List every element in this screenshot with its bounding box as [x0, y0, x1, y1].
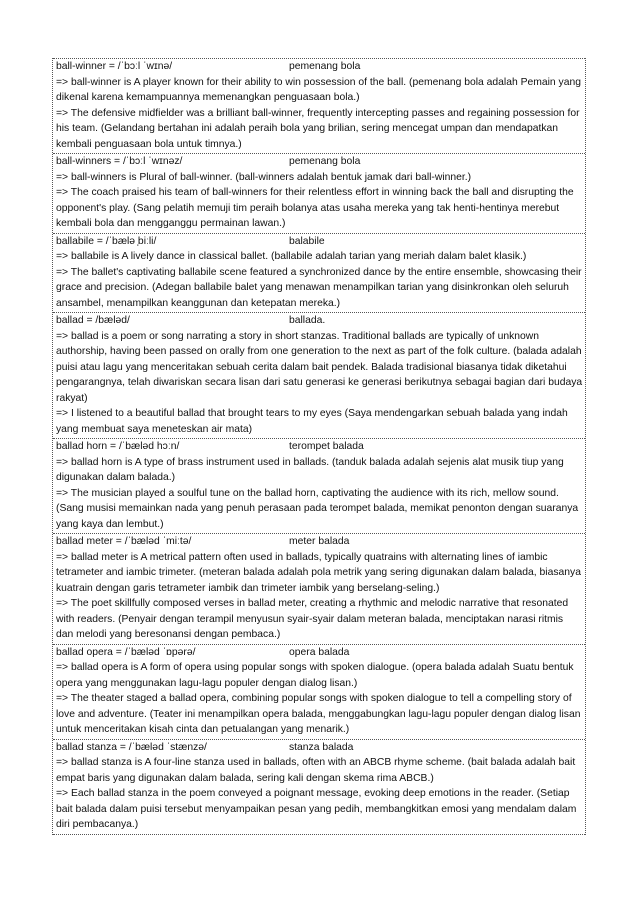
entry-translation: pemenang bola: [289, 61, 361, 72]
entry-headword-row: [56, 740, 583, 756]
entry-term: ballad meter = /ˈbæləd ˈmiːtə/: [56, 536, 192, 547]
entry-example-line: => I listened to a beautiful ballad that brought tears to my eyes (Saya mendengarkan sebuah balada yang indah yang membuat saya meneteskan air mata): [56, 408, 568, 435]
entry-example-line: => The ballet's captivating ballabile scene featured a synchronized dance by the entire ensemble, showcasing their grace and precision. (Adegan ballabile balet yang menawan menampilkan tarian yang disinkronkan oleh seluruh ansambel, menampilkan keanggunan dan ketepatan mereka.): [56, 266, 582, 309]
entry-term: ballad = /bæləd/: [56, 315, 130, 326]
entry-term: ball-winners = /ˈbɔːl ˈwɪnəz/: [56, 156, 183, 167]
entry-translation: ballada.: [289, 315, 326, 326]
entry-translation: meter balada: [289, 536, 350, 547]
entry-example-line: => ballad stanza is A four-line stanza used in ballads, often with an ABCB rhyme scheme. (bait balada adalah bait empat baris yang digunakan dalam balada, sering kali dengan skema rima ABCB.): [56, 757, 576, 784]
dictionary-entry: [53, 153, 585, 233]
dictionary-entry: [53, 739, 585, 835]
entry-example-line: => The coach praised his team of ball-winners for their relentless effort in winning back the ball and disrupting the opponent's play. (Sang pelatih memuji tim peraih bolanya atas usaha mereka yang tak henti-hentinya merebut kembali bola dan mengganggu permainan lawan.): [56, 187, 574, 229]
entry-example-line: => ball-winner is A player known for their ability to win possession of the ball. (pemenang bola adalah Pemain yang dikenal karena kemampuannya memenangkan penguasaan bola.): [56, 76, 581, 103]
entry-term: ballad opera = /ˈbæləd ˈɒpərə/: [56, 646, 196, 658]
entry-headword-row: [56, 645, 583, 661]
entry-example-line: => The defensive midfielder was a brilliant ball-winner, frequently intercepting passes and regaining possession for his team. (Gelandang bertahan ini adalah peraih bola yang brilian, sering mencegat umpan dan mendapatkan kembali penguasaan bola untuk timnya.): [56, 107, 580, 150]
entry-headword-row: [56, 439, 583, 455]
entry-example-line: => ball-winners is Plural of ball-winner. (ball-winners adalah bentuk jamak dari ball-winner.): [56, 171, 472, 183]
dictionary-entry: [53, 438, 585, 533]
entry-example-line: => ballad opera is A form of opera using popular songs with spoken dialogue. (opera balada adalah Suatu bentuk opera yang menggunakan lagu-lagu populer dengan dialog lisan.): [56, 662, 574, 689]
entry-example-line: => ballad meter is A metrical pattern often used in ballads, typically quatrains with alternating lines of iambic tetrameter and iambic trimeter. (meteran balada adalah pola metrik yang sering digunakan dalam balada, biasanya kuatrain dengan garis tetrameter iambik dan trimeter iambik yang berselang-seling.): [56, 551, 581, 594]
entry-example-line: => The poet skillfully composed verses in ballad meter, creating a rhythmic and melodic narrative that resonated with readers. (Penyair dengan terampil menyusun syair-syair dalam meteran balada, menciptakan narasi ritmis dan melodi yang beresonansi dengan pembaca.): [56, 598, 569, 640]
entry-translation: balabile: [289, 235, 325, 247]
dictionary-entry: [53, 312, 585, 438]
entry-translation: stanza balada: [289, 741, 354, 753]
dictionary-entry: [53, 644, 585, 739]
entry-term: ballabile = /ˈbælə ̩biːli/: [56, 235, 157, 247]
entry-example-line: => Each ballad stanza in the poem conveyed a poignant message, evoking deep emotions in the reader. (Setiap bait balada dalam puisi tersebut menyampaikan pesan yang pedih, membangkitkan emosi yang mendalam dalam diri pembacanya.): [56, 788, 577, 830]
entry-example-line: => The theater staged a ballad opera, combining popular songs with spoken dialogue to tell a compelling story of love and adventure. (Teater ini menampilkan opera balada, menggabungkan lagu-lagu populer dengan dialog lisan untuk menceritakan kisah cinta dan petualangan yang menarik.): [56, 693, 581, 735]
dictionary-document: [52, 58, 586, 835]
entry-example-line: => The musician played a soulful tune on the ballad horn, captivating the audience with its rich, mellow sound. (Sang musisi memainkan nada yang penuh perasaan pada terompet balada, memikat penonton dengan suaranya yang kaya dan lembut.): [56, 487, 579, 530]
entry-headword-row: [56, 59, 583, 75]
entry-headword-row: [56, 313, 583, 329]
dictionary-entry: [53, 233, 585, 313]
entry-headword-row: [56, 534, 583, 550]
entry-term: ballad horn = /ˈbæləd hɔːn/: [56, 441, 180, 452]
dictionary-entry: [53, 58, 585, 153]
entry-example-line: => ballabile is A lively dance in classical ballet. (ballabile adalah tarian yang meriah dalam balet klasik.): [56, 251, 527, 262]
dictionary-entry: [53, 533, 585, 644]
entry-translation: terompet balada: [289, 441, 364, 452]
entry-example-line: => ballad is a poem or song narrating a story in short stanzas. Traditional ballads are typically of unknown authorship, having been passed on orally from one generation to the next as part of the folk culture. (balada adalah puisi atau lagu yang menceritakan sebuah cerita dalam bait pendek. Balada tradisional biasanya tidak diketahui pengarangnya, telah diwariskan secara lisan dari satu generasi ke generasi berikutnya sebagai bagian dari budaya rakyat): [56, 330, 583, 404]
entry-translation: pemenang bola: [289, 156, 361, 167]
entry-headword-row: [56, 234, 583, 250]
entry-translation: opera balada: [289, 646, 350, 658]
entry-headword-row: [56, 154, 583, 170]
entry-example-line: => ballad horn is A type of brass instrument used in ballads. (tanduk balada adalah sejenis alat musik tiup yang digunakan dalam balada.): [56, 456, 564, 483]
entry-term: ball-winner = /ˈbɔːl ˈwɪnə/: [56, 61, 173, 72]
entry-term: ballad stanza = /ˈbæləd ˈstænzə/: [56, 741, 207, 753]
